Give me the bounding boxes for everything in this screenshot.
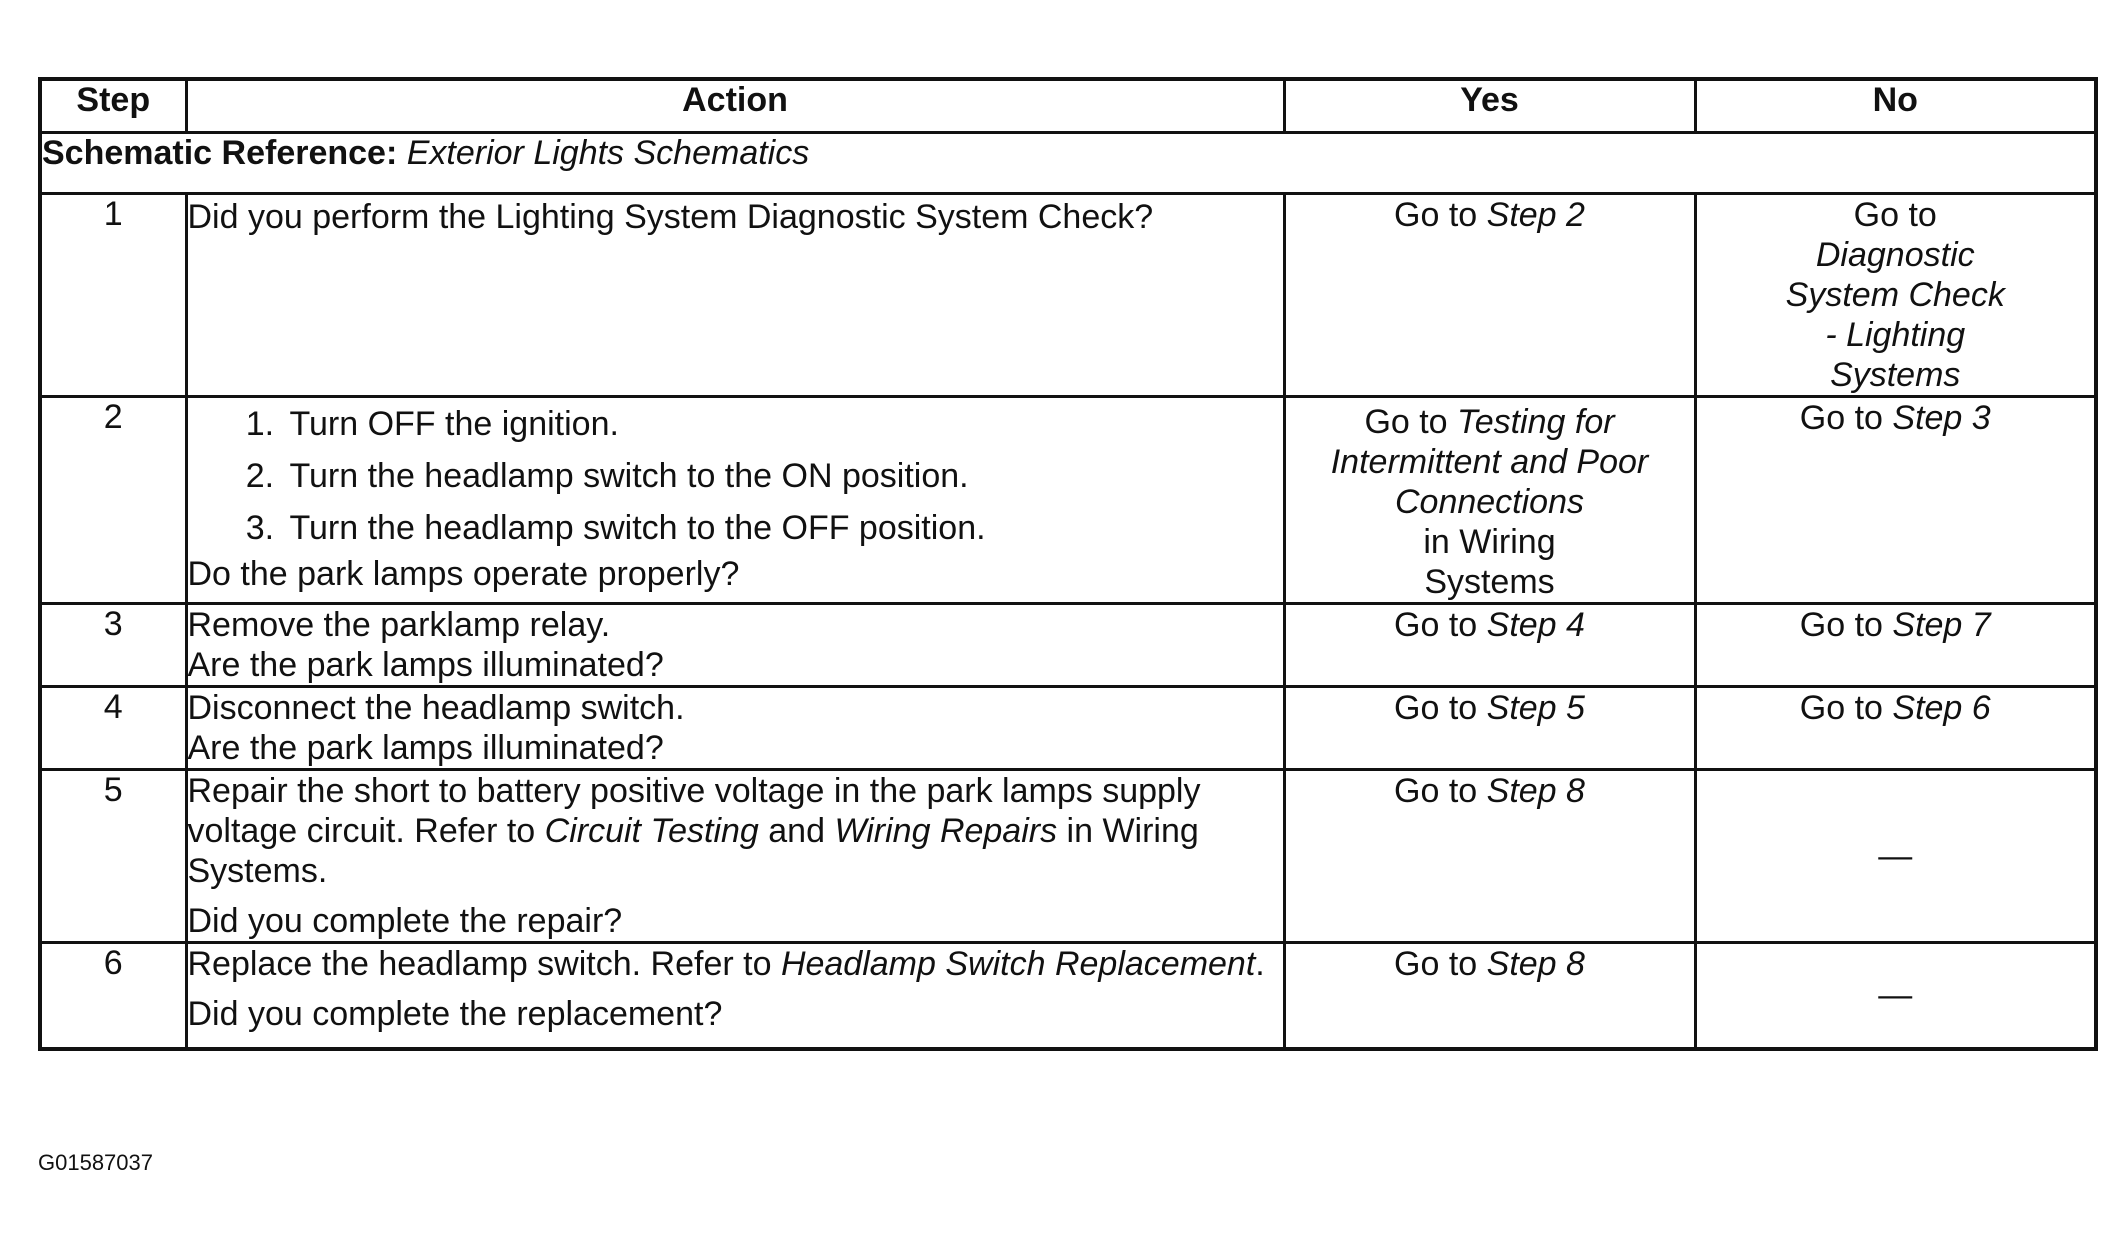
yes-prefix: Go to bbox=[1394, 606, 1487, 644]
header-no: No bbox=[1695, 79, 2096, 133]
no-cell bbox=[1695, 770, 2096, 943]
step-number: 3 bbox=[40, 604, 186, 687]
table-row bbox=[40, 397, 2096, 604]
action-cell bbox=[186, 770, 1284, 943]
yes-prefix: Go to bbox=[1394, 772, 1487, 810]
action-step-item: 2. Turn the headlamp switch to the ON position. bbox=[284, 450, 1283, 502]
yes-link[interactable]: Step 8 bbox=[1486, 772, 1585, 810]
action-link[interactable]: Headlamp Switch Replacement bbox=[780, 945, 1256, 983]
diagnostic-table bbox=[38, 77, 2098, 1051]
header-row bbox=[40, 79, 2096, 133]
step-number: 5 bbox=[40, 770, 186, 943]
table-row bbox=[40, 604, 2096, 687]
table-row bbox=[40, 194, 2096, 397]
action-cell bbox=[186, 687, 1284, 770]
yes-prefix: Go to bbox=[1394, 689, 1487, 727]
yes-link[interactable]: Testing for Intermittent and Poor Connections bbox=[1330, 403, 1649, 521]
table-row bbox=[40, 770, 2096, 943]
yes-prefix: Go to bbox=[1364, 403, 1458, 441]
action-text-part: in Wiring Systems. bbox=[187, 812, 1199, 890]
header-step: Step bbox=[40, 79, 186, 133]
no-cell bbox=[1695, 687, 2096, 770]
schematic-reference bbox=[40, 133, 2096, 194]
header-action: Action bbox=[186, 79, 1284, 133]
action-text-part: Repair the short to battery positive voltage in the park lamps supply voltage circuit. Refer to bbox=[187, 772, 1201, 850]
no-prefix: Go to bbox=[1799, 689, 1893, 727]
step-number: 6 bbox=[40, 943, 186, 1049]
action-text bbox=[188, 944, 1283, 984]
action-text-part: . bbox=[1255, 945, 1265, 983]
action-link[interactable]: Circuit Testing bbox=[544, 812, 759, 850]
yes-cell bbox=[1284, 194, 1695, 397]
action-cell bbox=[186, 604, 1284, 687]
action-question: Are the park lamps illuminated? bbox=[187, 646, 664, 684]
yes-cell bbox=[1284, 943, 1695, 1049]
no-cell bbox=[1695, 397, 2096, 604]
no-link[interactable]: Step 7 bbox=[1892, 606, 1991, 644]
no-dash: — bbox=[1878, 837, 1913, 875]
step-number: 1 bbox=[40, 194, 186, 397]
yes-prefix: Go to bbox=[1394, 945, 1487, 983]
figure-id: G01587037 bbox=[38, 1150, 153, 1175]
schematic-reference-link[interactable]: Exterior Lights Schematics bbox=[406, 134, 810, 172]
action-text: Remove the parklamp relay. bbox=[187, 606, 611, 644]
yes-cell bbox=[1284, 604, 1695, 687]
yes-prefix: Go to bbox=[1394, 196, 1487, 234]
schematic-reference-label: Schematic Reference: bbox=[42, 134, 398, 172]
action-text-part: Replace the headlamp switch. Refer to bbox=[187, 945, 781, 983]
action-question: Do the park lamps operate properly? bbox=[187, 555, 740, 593]
action-step-item: 1. Turn OFF the ignition. bbox=[284, 398, 1283, 450]
action-cell bbox=[186, 194, 1284, 397]
yes-cell bbox=[1284, 770, 1695, 943]
schematic-reference-row bbox=[40, 133, 2096, 194]
yes-link[interactable]: Step 4 bbox=[1486, 606, 1585, 644]
action-question: Are the park lamps illuminated? bbox=[187, 729, 664, 767]
yes-link[interactable]: Step 5 bbox=[1486, 689, 1585, 727]
table-row bbox=[40, 687, 2096, 770]
no-cell bbox=[1695, 943, 2096, 1049]
action-link[interactable]: Wiring Repairs bbox=[834, 812, 1058, 850]
yes-suffix: in Wiring Systems bbox=[1423, 523, 1556, 601]
no-link[interactable]: Step 6 bbox=[1892, 689, 1991, 727]
action-question: Did you complete the replacement? bbox=[187, 995, 723, 1033]
no-link[interactable]: Step 3 bbox=[1892, 399, 1991, 437]
action-step-item: 3. Turn the headlamp switch to the OFF position. bbox=[284, 502, 1283, 554]
action-cell bbox=[186, 397, 1284, 604]
action-text-part: and bbox=[758, 812, 835, 850]
no-prefix: Go to bbox=[1799, 606, 1893, 644]
action-text bbox=[188, 771, 1283, 891]
action-question: Did you perform the Lighting System Diagnostic System Check? bbox=[187, 198, 1154, 236]
yes-link[interactable]: Step 8 bbox=[1486, 945, 1585, 983]
no-cell bbox=[1695, 194, 2096, 397]
yes-cell bbox=[1284, 397, 1695, 604]
step-number: 4 bbox=[40, 687, 186, 770]
no-prefix: Go to bbox=[1799, 399, 1893, 437]
no-cell bbox=[1695, 604, 2096, 687]
header-yes: Yes bbox=[1284, 79, 1695, 133]
table-row bbox=[40, 943, 2096, 1049]
no-prefix: Go to bbox=[1853, 196, 1937, 234]
action-steps-list bbox=[188, 398, 1283, 554]
action-text: Disconnect the headlamp switch. bbox=[187, 689, 685, 727]
no-dash: — bbox=[1878, 976, 1913, 1015]
action-cell bbox=[186, 943, 1284, 1049]
step-number: 2 bbox=[40, 397, 186, 604]
yes-cell bbox=[1284, 687, 1695, 770]
no-link[interactable]: Diagnostic System Check - Lighting Systems bbox=[1785, 236, 2005, 394]
action-question: Did you complete the repair? bbox=[187, 902, 623, 940]
yes-link[interactable]: Step 2 bbox=[1486, 196, 1585, 234]
